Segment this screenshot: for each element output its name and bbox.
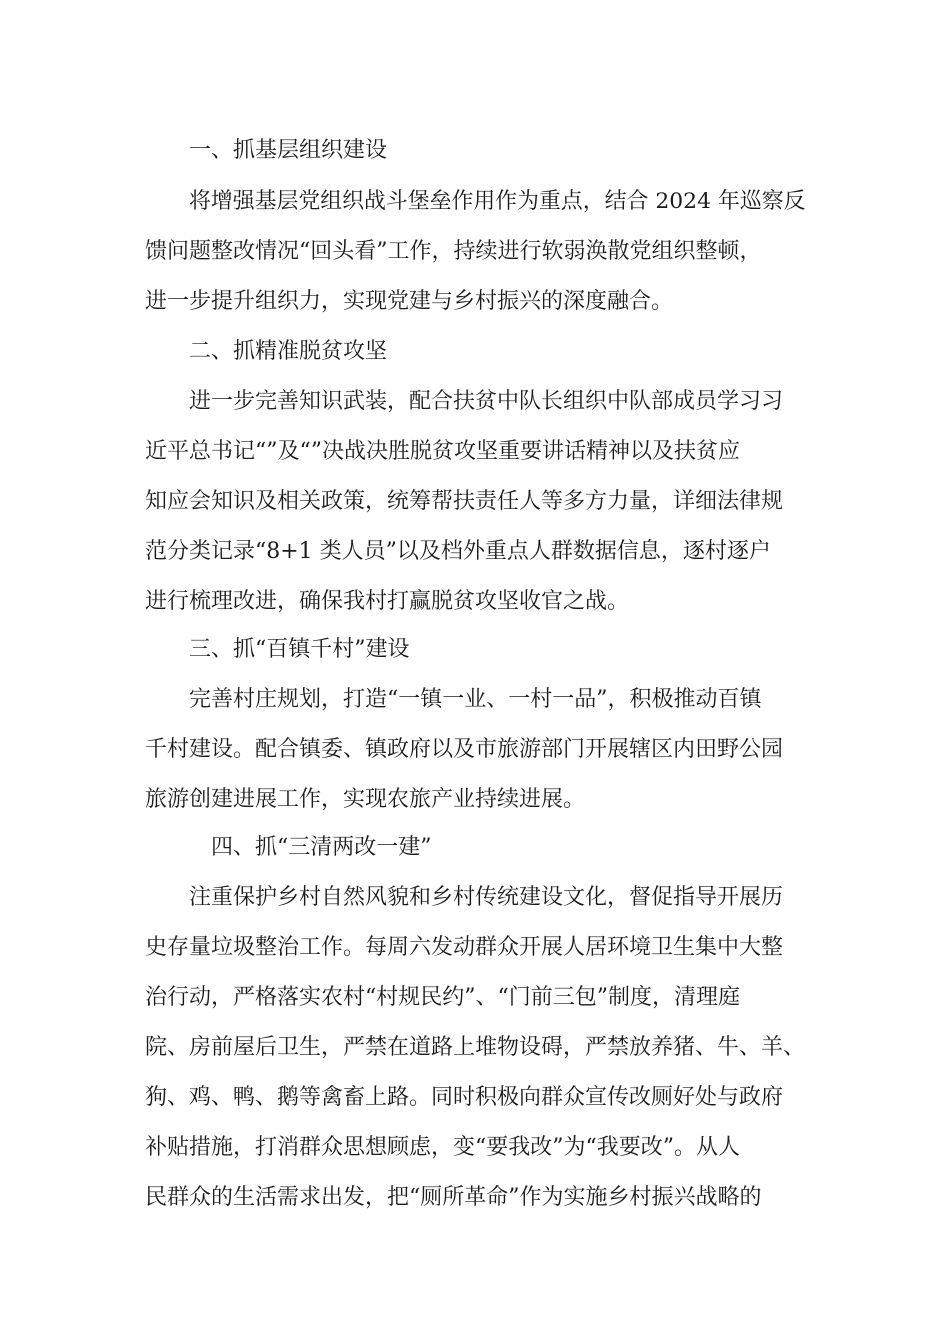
paragraph-1-line-1: 将增强基层党组织战斗堡垒作用作为重点，结合 2024 年巡察反 [189, 189, 806, 214]
paragraph-2-line-5: 进行梳理改进，确保我村打赢脱贫攻坚收官之战。 [145, 589, 630, 614]
heading-1: 一、抓基层组织建设 [189, 138, 388, 163]
heading-2: 二、抓精准脱贫攻坚 [189, 339, 388, 364]
heading-4: 四、抓“三清两改一建” [211, 835, 432, 860]
paragraph-3-line-1: 完善村庄规划，打造“一镇一业、一村一品”，积极推动百镇 [189, 687, 762, 712]
paragraph-4-line-5: 狗、鸡、鸭、鹅等禽畜上路。同时积极向群众宣传改厕好处与政府 [145, 1085, 784, 1110]
paragraph-2-line-2: 近平总书记“”及“”决战决胜脱贫攻坚重要讲话精神以及扶贫应 [145, 439, 740, 464]
paragraph-2-line-4: 范分类记录“8+1 类人员”以及档外重点人群数据信息，逐村逐户 [145, 539, 771, 564]
paragraph-4-line-7: 民群众的生活需求出发，把“厕所革命”作为实施乡村振兴战略的 [145, 1185, 762, 1210]
paragraph-1-line-2: 馈问题整改情况“回头看”工作，持续进行软弱涣散党组织整顿， [145, 239, 762, 264]
paragraph-2-line-3: 知应会知识及相关政策，统筹帮扶责任人等多方力量，详细法律规 [145, 489, 784, 514]
paragraph-2-line-1: 进一步完善知识武装，配合扶贫中队长组织中队部成员学习习 [189, 389, 784, 414]
paragraph-4-line-2: 史存量垃圾整治工作。每周六发动群众开展人居环境卫生集中大整 [145, 935, 784, 960]
paragraph-4-line-6: 补贴措施，打消群众思想顾虑，变“要我改”为“我要改”。从人 [145, 1135, 740, 1160]
paragraph-4-line-3: 治行动，严格落实农村“村规民约”、“门前三包”制度，清理庭 [145, 985, 740, 1010]
paragraph-3-line-3: 旅游创建进展工作，实现农旅产业持续进展。 [145, 787, 586, 812]
heading-3: 三、抓“百镇千村”建设 [189, 637, 410, 662]
paragraph-1-line-3: 进一步提升组织力，实现党建与乡村振兴的深度融合。 [145, 289, 674, 314]
paragraph-4-line-4: 院、房前屋后卫生，严禁在道路上堆物设碍，严禁放养猪、牛、羊、 [145, 1035, 806, 1060]
paragraph-3-line-2: 千村建设。配合镇委、镇政府以及市旅游部门开展辖区内田野公园 [145, 737, 784, 762]
paragraph-4-line-1: 注重保护乡村自然风貌和乡村传统建设文化，督促指导开展历 [189, 885, 784, 910]
